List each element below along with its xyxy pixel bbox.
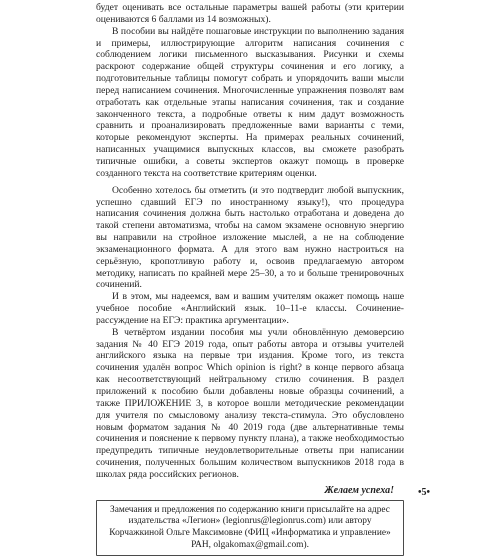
paragraph-automatism: Особенно хотелось бы отметить (и это подтвердит любой выпускник, успешно сдавший ЕГЭ по иностранному языку!), что процедура написания сочинения должна быть настолько отработана и доведена до такой степени автоматизма, чтобы на самом экзамене основную энергию вы направили на стройное изложение мыслей, а не на соблюдение экзаменационного формата. А для этого вам нужно настроиться на серьёзную, кропотливую работу и, освоив предлагаемую автором методику, написать по крайней мере 25–30, а то и больше тренировочных сочинений.: [96, 184, 404, 291]
page-number: •5•: [417, 487, 430, 498]
paragraph-continuation: будет оценивать все остальные параметры вашей работы (эти критерии оцениваются 6 баллами из 14 возможных).: [96, 2, 404, 25]
body-text: [96, 2, 404, 481]
paragraph-fourth-edition: В четвёртом издании пособия мы учли обновлённую демоверсию задания № 40 ЕГЭ 2019 года, опыт работы автора и отзывы учителей английского языка на первые три издания. Кроме того, из текста сочинения удалён вопрос Which opinion is right? в конце первого абзаца как несоответствующий нейтральному стилю сочинения. В раздел приложений к пособию были добавлены новые образцы сочинений, а также ПРИЛОЖЕНИЕ 3, в которое вошли методические рекомендации для учителя по смысловому анализу текста-стимула. Это обусловлено новым форматом задания № 40 2019 года (две альтернативные темы сочинения и пояснение к первому пункту плана), а также необходимостью предупредить типичные неудовлетворительные ответы при написании сочинения, полученных большим количеством выпускников 2018 года в школах ряда российских регионов.: [96, 326, 404, 480]
feedback-note-box: Замечания и предложения по содержанию книги присылайте на адрес издательства «Легион» (legionrus@legionrus.com) или автору Корчажкиной Ольге Максимовне (ФИЦ «Информатика и управление» РАН, olgakomax@gmail.com).: [96, 500, 404, 556]
paragraph-manual-contents: В пособии вы найдёте пошаговые инструкции по выполнению задания и примеры, иллюстрирующие алгоритм написания сочинения с соблюдением логики письменного высказывания. Рисунки и схемы раскроют содержание общей структуры сочинения и его логику, а подготовительные таблицы помогут собрать и упорядочить ваши мысли перед написанием сочинения. Многочисленные упражнения позволят вам отработать как отдельные этапы написания сочинения, так и создание законченного текста, а подробные ответы к ним дадут возможность сравнить и проанализировать предложенные вами варианты с теми, которые рекомендуют эксперты. На примерах реальных сочинений, написанных учащимися выпускных классов, вы сможете разобрать типичные ошибки, а советы экспертов окажут помощь в проверке созданного текста на соответствие критериям оценки.: [96, 25, 404, 179]
paragraph-textbook-help: И в этом, мы надеемся, вам и вашим учителям окажет помощь наше учебное пособие «Английский язык. 10–11-е классы. Сочинение-рассуждение на ЕГЭ: практика аргументации».: [96, 291, 404, 326]
motto: Желаем успеха!: [324, 484, 394, 496]
